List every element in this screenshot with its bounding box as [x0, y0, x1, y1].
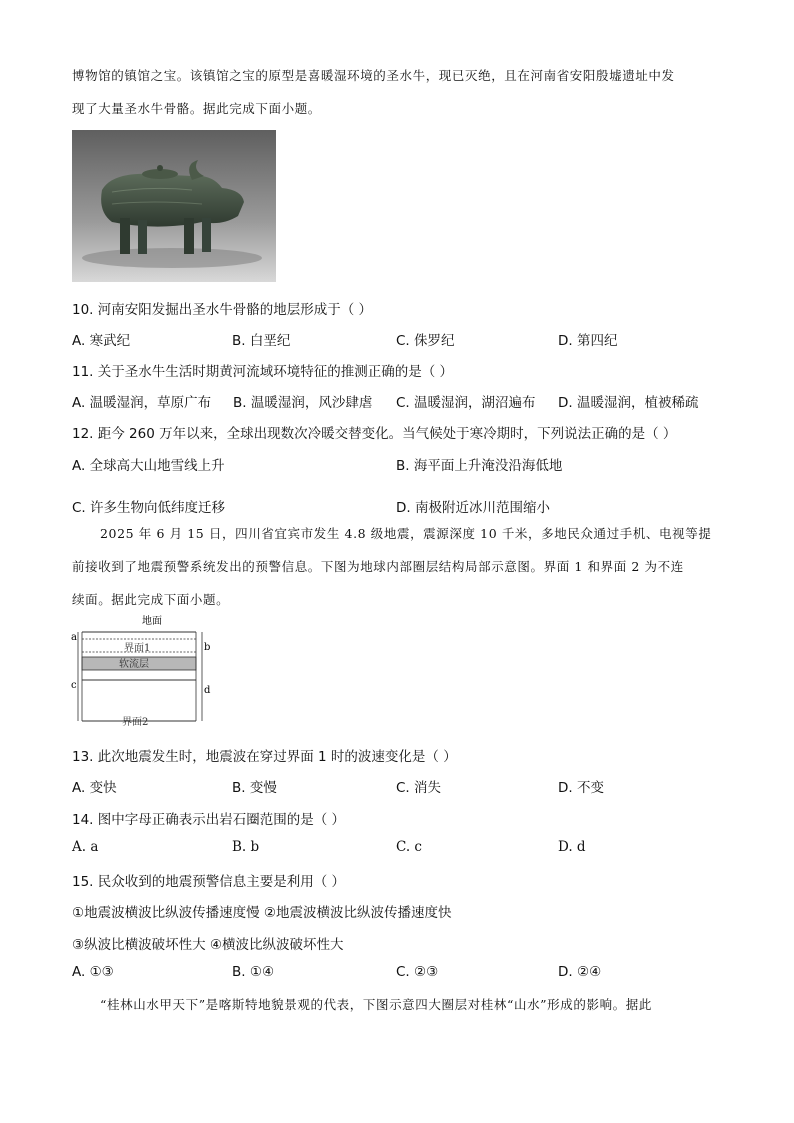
- question-10-stem: 10. 河南安阳发掘出圣水牛骨骼的地层形成于（ ）: [72, 302, 373, 318]
- intro-passage-3: [72, 988, 722, 1021]
- intro-passage-2: [72, 517, 722, 616]
- label-c: c: [71, 680, 77, 691]
- q14-option-a: A. a: [72, 839, 99, 855]
- q13-option-c: C. 消失: [396, 780, 442, 796]
- asthenosphere-label: 软流层: [119, 659, 149, 670]
- bronze-ox-vessel-image: [72, 130, 276, 282]
- q10-option-a: A. 寒武纪: [72, 333, 131, 349]
- label-a: a: [71, 632, 77, 643]
- q10-option-b: B. 白垩纪: [232, 333, 291, 349]
- earth-layers-diagram: [70, 615, 220, 727]
- interface-2-label: 界面2: [122, 717, 149, 727]
- q15-statements-1-2: ①地震波横波比纵波传播速度慢 ②地震波横波比纵波传播速度快: [72, 905, 452, 921]
- question-15-stem: 15. 民众收到的地震预警信息主要是利用（ ）: [72, 874, 346, 890]
- q12-option-b: B. 海平面上升淹没沿海低地: [396, 458, 563, 474]
- question-11-stem: 11. 关于圣水牛生活时期黄河流域环境特征的推测正确的是（ ）: [72, 364, 454, 380]
- q14-option-d: D. d: [558, 839, 586, 855]
- q14-option-b: B. b: [232, 839, 260, 855]
- q13-option-d: D. 不变: [558, 780, 604, 796]
- q15-option-b: B. ①④: [232, 964, 275, 980]
- q12-option-d: D. 南极附近冰川范围缩小: [396, 500, 550, 516]
- q15-statements-3-4: ③纵波比横波破坏性大 ④横波比纵波破坏性大: [72, 937, 344, 953]
- intro-2-line-2: 前接收到了地震预警系统发出的预警信息。下图为地球内部圈层结构局部示意图。界面 1 和界面 2 为不连: [72, 559, 684, 574]
- intro-3-line-1: “桂林山水甲天下”是喀斯特地貌景观的代表，下图示意四大圈层对桂林“山水”形成的影响。据此: [100, 997, 652, 1012]
- question-14-stem: 14. 图中字母正确表示出岩石圈范围的是（ ）: [72, 812, 346, 828]
- question-13-stem: 13. 此次地震发生时，地震波在穿过界面 1 时的波速变化是（ ）: [72, 749, 457, 765]
- intro-passage-1: [72, 59, 722, 125]
- q13-option-a: A. 变快: [72, 780, 117, 796]
- intro-2-line-3: 续面。据此完成下面小题。: [72, 592, 230, 607]
- label-b: b: [204, 642, 211, 653]
- intro-2-line-1: 2025 年 6 月 15 日，四川省宜宾市发生 4.8 级地震，震源深度 10 千米，多地民众通过手机、电视等提: [100, 526, 712, 541]
- q10-option-c: C. 侏罗纪: [396, 333, 455, 349]
- label-d: d: [204, 685, 211, 696]
- q13-option-b: B. 变慢: [232, 780, 277, 796]
- ground-label: 地面: [142, 616, 162, 627]
- q11-option-b: B. 温暖湿润，风沙肆虐: [233, 395, 373, 411]
- question-12-stem: 12. 距今 260 万年以来，全球出现数次冷暖交替变化。当气候处于寒冷期时，下列说法正确的是（ ）: [72, 426, 677, 442]
- q10-option-d: D. 第四纪: [558, 333, 618, 349]
- q12-option-a: A. 全球高大山地雪线上升: [72, 458, 225, 474]
- q14-option-c: C. c: [396, 839, 422, 855]
- interface-1-label: 界面1: [124, 643, 151, 654]
- q15-option-a: A. ①③: [72, 964, 114, 980]
- q15-option-c: C. ②③: [396, 964, 439, 980]
- q11-option-d: D. 温暖湿润，植被稀疏: [558, 395, 699, 411]
- q12-option-c: C. 许多生物向低纬度迁移: [72, 500, 226, 516]
- q15-option-d: D. ②④: [558, 964, 602, 980]
- intro-1-line-2: 现了大量圣水牛骨骼。据此完成下面小题。: [72, 101, 321, 116]
- intro-1-line-1: 博物馆的镇馆之宝。该镇馆之宝的原型是喜暖湿环境的圣水牛，现已灭绝，且在河南省安阳殷墟遗址中发: [72, 68, 675, 83]
- q11-option-a: A. 温暖湿润，草原广布: [72, 395, 212, 411]
- q11-option-c: C. 温暖湿润，湖沼遍布: [396, 395, 536, 411]
